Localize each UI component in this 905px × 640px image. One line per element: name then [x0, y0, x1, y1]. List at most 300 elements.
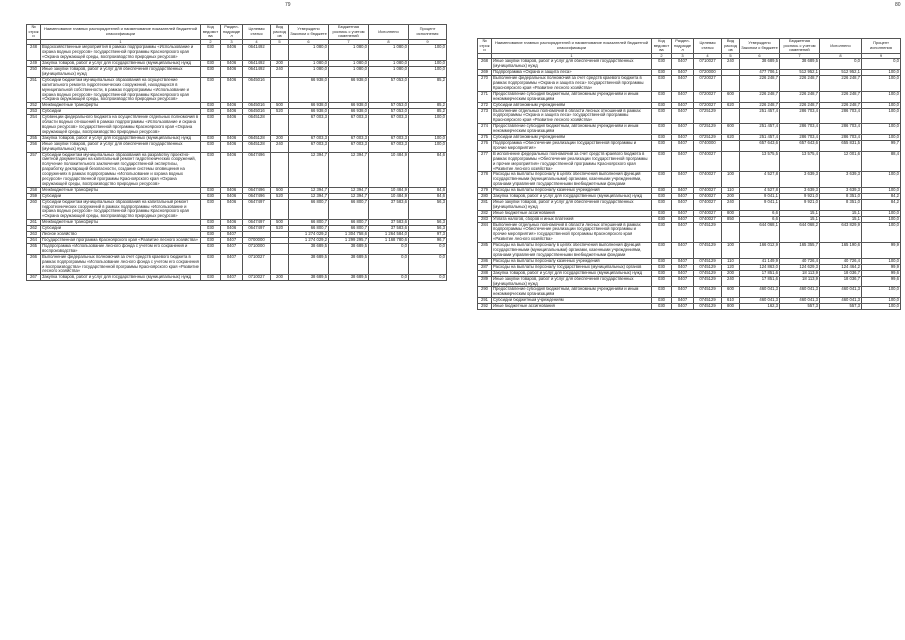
execution-percent: 100,0 — [862, 298, 901, 304]
table-row — [478, 76, 901, 92]
row-number: 273 — [478, 108, 492, 124]
expense-type — [722, 108, 740, 124]
row-name: Выполнение отдельных полномочий в области лесных отношений в рамках подпрограммы «Обеспечение реализации государственной программы и прочие мероприятия» государственной программы Красноярского края «Развитие лесного хозяйства» — [492, 222, 652, 243]
budget-list-amount: 12 394,7 — [329, 187, 369, 193]
header-cell: Код ведомства — [201, 25, 221, 40]
row-number: 267 — [27, 275, 41, 281]
section-code: 0407 — [672, 276, 694, 287]
expense-type: 240 — [722, 59, 740, 70]
row-number: 288 — [478, 270, 492, 276]
row-name: Предоставление субсидий бюджетным, автономным учреждениям и иным некоммерческим организациям — [492, 287, 652, 298]
target-article: 0740000 — [694, 140, 722, 151]
dept-code: 030 — [652, 188, 672, 194]
approved-amount: 644 068,1 — [740, 222, 780, 243]
executed-amount: 226 248,7 — [820, 91, 862, 102]
dept-code: 030 — [652, 70, 672, 76]
expense-type: 200 — [271, 61, 289, 67]
index-cell: 3 — [672, 53, 694, 59]
budget-list-amount: 40 726,4 — [780, 258, 820, 264]
budget-list-amount: 1 080,0 — [329, 67, 369, 78]
row-number: 256 — [27, 141, 41, 152]
header-cell: Раздел-подраздел — [672, 39, 694, 54]
expense-type — [722, 222, 740, 243]
table-row — [478, 199, 901, 210]
execution-percent: 0,0 — [409, 275, 447, 281]
execution-percent: 99,9 — [862, 243, 901, 259]
section-code: 0407 — [672, 108, 694, 124]
execution-percent: 0,0 — [409, 254, 447, 275]
table-row — [478, 287, 901, 298]
row-name: Субсидии бюджетам муниципальных образований на капитальный ремонт гидротехнических сооружений в рамках подпрограммы «Использование и охрана водных ресурсов» государственной программы Красноярского края «Охрана окружающей среды, воспроизводство природных ресурсов» — [41, 199, 201, 220]
approved-amount: 124 863,0 — [740, 264, 780, 270]
section-code: 0407 — [672, 216, 694, 222]
executed-amount: 0,0 — [369, 275, 409, 281]
expense-type — [271, 77, 289, 103]
execution-percent: 84,2 — [862, 194, 901, 200]
budget-list-amount: 557,3 — [780, 304, 820, 310]
section-code: 0407 — [672, 194, 694, 200]
section-code: 0407 — [672, 172, 694, 188]
row-name: Расходы на выплаты персоналу в целях обеспечения выполнения функций государственными (муниципальными) органами, казенными учреждениями, органами управления государственными внебюджетными фондами — [492, 243, 652, 259]
expense-type: 800 — [722, 304, 740, 310]
approved-amount: 66 938,0 — [289, 77, 329, 103]
execution-percent: 100,0 — [409, 115, 447, 136]
row-name: Субсидии автономным учреждениям — [492, 102, 652, 108]
target-article: 0745129 — [694, 243, 722, 259]
approved-amount: 460 041,3 — [740, 287, 780, 298]
budget-list-amount: 66 938,0 — [329, 77, 369, 103]
index-cell: 9 — [409, 39, 447, 45]
target-article: 0740027 — [694, 172, 722, 188]
section-code: 0407 — [672, 304, 694, 310]
target-article: 0645128 — [243, 115, 271, 136]
index-cell: 4 — [243, 39, 271, 45]
header-cell: Бюджетная роспись с учетом изменений — [780, 39, 820, 54]
execution-percent: 100,0 — [862, 222, 901, 243]
expense-type: 610 — [722, 298, 740, 304]
row-name: Межбюджетные трансферты — [41, 187, 201, 193]
index-cell: 9 — [862, 53, 901, 59]
approved-amount: 166 012,9 — [740, 243, 780, 259]
target-article: 0647496 — [243, 193, 271, 199]
dept-code: 030 — [201, 238, 221, 244]
row-number: 270 — [478, 76, 492, 92]
approved-amount: 67 003,3 — [289, 115, 329, 136]
approved-amount: 9 041,1 — [740, 199, 780, 210]
dept-code: 030 — [201, 67, 221, 78]
execution-percent: 100,0 — [862, 135, 901, 141]
budget-list-amount: 66 938,0 — [329, 109, 369, 115]
target-article: 0710027 — [243, 254, 271, 275]
row-number: 266 — [27, 254, 41, 275]
executed-amount: 8 351,0 — [820, 194, 862, 200]
table-row — [27, 243, 447, 254]
table-row — [27, 199, 447, 220]
budget-list-amount: 1 304 758,6 — [329, 232, 369, 238]
execution-percent: 100,0 — [862, 70, 901, 76]
row-name: Субсидии — [41, 193, 201, 199]
execution-percent: 56,3 — [409, 199, 447, 220]
expense-type — [271, 152, 289, 187]
executed-amount: 0,0 — [369, 254, 409, 275]
budget-list-amount: 644 068,2 — [780, 222, 820, 243]
execution-percent: 100,0 — [862, 216, 901, 222]
expense-type: 500 — [271, 187, 289, 193]
approved-amount: 251 457,4 — [740, 135, 780, 141]
execution-percent: 100,0 — [862, 210, 901, 216]
expense-type: 500 — [271, 220, 289, 226]
header-cell: Код ведомства — [652, 39, 672, 54]
execution-percent: 100,0 — [862, 102, 901, 108]
target-article: 0645128 — [243, 141, 271, 152]
index-cell: 7 — [329, 39, 369, 45]
row-number: 290 — [478, 287, 492, 298]
table-row — [478, 124, 901, 135]
page-number: 80 — [895, 2, 901, 8]
approved-amount: 38 689,5 — [740, 59, 780, 70]
target-article: 0745129 — [694, 304, 722, 310]
row-number: 268 — [478, 59, 492, 70]
executed-amount: 37 583,6 — [369, 220, 409, 226]
target-article: 0645016 — [243, 77, 271, 103]
dept-code: 030 — [652, 140, 672, 151]
target-article: 0710027 — [694, 59, 722, 70]
executed-amount: 8 351,0 — [820, 199, 862, 210]
table-header-row — [478, 39, 901, 54]
target-article: 0720027 — [694, 102, 722, 108]
row-name: Субсидии автономным учреждениям — [492, 135, 652, 141]
section-code: 0407 — [672, 298, 694, 304]
section-code: 0407 — [672, 70, 694, 76]
approved-amount: 226 248,7 — [740, 76, 780, 92]
table-row — [27, 141, 447, 152]
executed-amount: 3 639,3 — [820, 188, 862, 194]
row-name: Закупка товаров, работ и услуг для государственных (муниципальных) нужд — [492, 194, 652, 200]
index-cell: 8 — [369, 39, 409, 45]
index-cell: 3 — [221, 39, 243, 45]
executed-amount: 57 053,0 — [369, 77, 409, 103]
execution-percent: 85,2 — [409, 103, 447, 109]
dept-code: 030 — [201, 199, 221, 220]
execution-percent: 100,0 — [862, 172, 901, 188]
execution-percent: 100,0 — [409, 45, 447, 61]
executed-amount: 57 053,0 — [369, 103, 409, 109]
expense-type — [271, 199, 289, 220]
budget-list-amount: 124 629,3 — [780, 264, 820, 270]
table-row — [478, 59, 901, 70]
target-article: 0725129 — [694, 108, 722, 124]
dept-code: 030 — [652, 199, 672, 210]
target-article: 0641492 — [243, 67, 271, 78]
executed-amount: 643 829,9 — [820, 222, 862, 243]
header-cell: Бюджетная роспись с учетом изменений — [329, 25, 369, 40]
section-code: 0407 — [672, 258, 694, 264]
row-number: 249 — [27, 61, 41, 67]
row-number: 282 — [478, 210, 492, 216]
expense-type: 520 — [271, 193, 289, 199]
target-article: 0745129 — [694, 287, 722, 298]
target-article: 0740027 — [694, 194, 722, 200]
expense-type: 620 — [722, 102, 740, 108]
row-number: 259 — [27, 193, 41, 199]
expense-type: 120 — [722, 264, 740, 270]
dept-code: 030 — [201, 115, 221, 136]
dept-code: 030 — [652, 108, 672, 124]
table-row — [27, 152, 447, 187]
target-article: 0647496 — [243, 187, 271, 193]
executed-amount: 10 484,9 — [369, 152, 409, 187]
expense-type: 600 — [722, 91, 740, 102]
section-code: 0407 — [672, 76, 694, 92]
target-article: 0720027 — [694, 91, 722, 102]
row-number: 291 — [478, 298, 492, 304]
row-name: Уплата налогов, сборов и иных платежей — [492, 216, 652, 222]
budget-list-amount: 66 800,7 — [329, 226, 369, 232]
expense-type: 200 — [271, 275, 289, 281]
section-code: 0407 — [672, 222, 694, 243]
executed-amount: 67 003,3 — [369, 135, 409, 141]
row-number: 251 — [27, 77, 41, 103]
target-article: 0700000 — [243, 238, 271, 244]
approved-amount: 13 575,5 — [740, 151, 780, 172]
header-cell: № строки — [28, 24, 39, 39]
header-cell: Утверждено Законом о бюджете — [740, 39, 780, 54]
expense-type — [722, 140, 740, 151]
row-number: 263 — [27, 232, 41, 238]
target-article: 0745129 — [694, 276, 722, 287]
table-body — [478, 59, 901, 310]
row-name: Субсидии бюджетам муниципальных образований на разработку проектно-сметной документации на капитальный ремонт гидротехнических сооружений, получение положительного заключения государственной экспертизы, разработку деклараций безопасности, создание системы оповещения на сооружениях в рамках подпрограммы «Использование и охрана водных ресурсов» государственной программы Красноярского края «Охрана окружающей среды, воспроизводство природных ресурсов» — [41, 152, 201, 187]
row-name: Расходы на выплаты персоналу государственных (муниципальных) органов — [492, 264, 652, 270]
approved-amount: 251 457,4 — [740, 108, 780, 124]
target-article: 0647497 — [243, 199, 271, 220]
row-name: Иные бюджетные ассигнования — [492, 210, 652, 216]
executed-amount: 15,1 — [820, 216, 862, 222]
row-number: 285 — [478, 243, 492, 259]
executed-amount: 15,1 — [820, 210, 862, 216]
row-name: Водохозяйственные мероприятия в рамках подпрограммы «Использование и охрана водных ресурсов» государственной программы Красноярского края «Охрана окружающей среды, воспроизводство природных ресурсов» — [41, 45, 201, 61]
budget-list-amount: 18 113,9 — [780, 270, 820, 276]
index-cell: 2 — [652, 53, 672, 59]
approved-amount: 66 938,0 — [289, 109, 329, 115]
execution-percent: 100,0 — [862, 258, 901, 264]
approved-amount: 1 080,0 — [289, 67, 329, 78]
expense-type — [271, 45, 289, 61]
header-cell: Процент исполнения — [409, 25, 447, 40]
header-cell: Наименование главных распорядителей и наименование показателей бюджетной классификации — [41, 25, 201, 40]
executed-amount: 460 041,3 — [820, 287, 862, 298]
table-row — [27, 77, 447, 103]
table-row — [478, 243, 901, 259]
expense-type — [722, 151, 740, 172]
budget-list-amount: 286 703,4 — [780, 135, 820, 141]
dept-code: 030 — [201, 254, 221, 275]
execution-percent: 100,0 — [862, 108, 901, 124]
dept-code: 030 — [652, 264, 672, 270]
expense-type: 520 — [271, 226, 289, 232]
approved-amount: 1 080,0 — [289, 61, 329, 67]
section-code: 0407 — [221, 243, 243, 254]
dept-code: 030 — [652, 124, 672, 135]
budget-list-amount: 12 394,7 — [329, 152, 369, 187]
expense-type: 200 — [722, 270, 740, 276]
row-name: Подпрограмма «Использование лесного фонда с учетом его сохранения и воспроизводства» — [41, 243, 201, 254]
dept-code: 030 — [201, 109, 221, 115]
table-header-row — [27, 25, 447, 40]
row-name: Субсидии бюджетам муниципальных образований на осуществление капитального ремонта гидротехнических сооружений, находящихся в муниципальной собственности, в рамках подпрограммы «Использование и охрана водных ресурсов» государственной программы Красноярского края «Охрана окружающей среды, воспроизводство природных ресурсов» — [41, 77, 201, 103]
dept-code: 030 — [201, 243, 221, 254]
target-article: 0745129 — [694, 258, 722, 264]
row-number: 287 — [478, 264, 492, 270]
section-code: 0406 — [221, 61, 243, 67]
index-cell: 4 — [694, 53, 722, 59]
row-number: 257 — [27, 152, 41, 187]
dept-code: 030 — [652, 76, 672, 92]
execution-percent: 85,2 — [409, 77, 447, 103]
target-article: 0740027 — [694, 199, 722, 210]
approved-amount: 41 149,9 — [740, 258, 780, 264]
section-code: 0407 — [672, 135, 694, 141]
target-article: 0745129 — [694, 222, 722, 243]
executed-amount: 460 041,3 — [820, 298, 862, 304]
target-article: 0645016 — [243, 109, 271, 115]
budget-table — [26, 24, 447, 281]
execution-percent: 85,2 — [409, 109, 447, 115]
row-name: Подпрограмма «Обеспечение реализации государственной программы и прочие мероприятия» — [492, 140, 652, 151]
budget-list-amount: 66 800,7 — [329, 199, 369, 220]
budget-list-amount: 66 938,0 — [329, 103, 369, 109]
dept-code: 030 — [652, 298, 672, 304]
execution-percent: 97,3 — [409, 232, 447, 238]
approved-amount: 1 274 029,2 — [289, 232, 329, 238]
row-number: 265 — [27, 243, 41, 254]
page-right — [455, 0, 905, 640]
executed-amount: 557,3 — [820, 304, 862, 310]
execution-percent: 100,0 — [862, 188, 901, 194]
budget-list-amount: 460 041,3 — [780, 298, 820, 304]
dept-code: 030 — [201, 45, 221, 61]
target-article: 0647497 — [243, 220, 271, 226]
target-article: 0740027 — [694, 151, 722, 172]
header-cell: № строки — [479, 38, 490, 53]
dept-code: 030 — [652, 102, 672, 108]
dept-code: 030 — [201, 152, 221, 187]
dept-code: 030 — [652, 216, 672, 222]
row-name: Субсидии — [41, 109, 201, 115]
index-cell: 2 — [201, 39, 221, 45]
row-number: 264 — [27, 238, 41, 244]
execution-percent: 0,0 — [862, 59, 901, 70]
expense-type: 240 — [271, 141, 289, 152]
approved-amount: 12 394,7 — [289, 152, 329, 187]
executed-amount: 226 248,7 — [820, 76, 862, 92]
target-article: 0641492 — [243, 45, 271, 61]
executed-amount: 165 190,6 — [820, 243, 862, 259]
table-row — [27, 275, 447, 281]
expense-type — [271, 254, 289, 275]
row-number: 262 — [27, 226, 41, 232]
budget-list-amount: 66 800,7 — [329, 220, 369, 226]
row-name: Расходы на выплаты персоналу казенных учреждений — [492, 258, 652, 264]
approved-amount: 17 851,6 — [740, 270, 780, 276]
row-name: Иные закупки товаров, работ и услуг для обеспечения государственных (муниципальных) нужд — [492, 59, 652, 70]
execution-percent: 100,0 — [409, 135, 447, 141]
row-name: Выполнение отдельных полномочий в области лесных отношений в рамках подпрограммы «Охрана и защита леса» государственной программы Красноярского края «Развитие лесного хозяйства» — [492, 108, 652, 124]
section-code: 0406 — [221, 115, 243, 136]
section-code: 0407 — [672, 264, 694, 270]
approved-amount: 226 248,7 — [740, 102, 780, 108]
execution-percent: 84,2 — [862, 199, 901, 210]
executed-amount: 512 952,1 — [820, 70, 862, 76]
dept-code: 030 — [201, 135, 221, 141]
table-row — [478, 276, 901, 287]
row-name: Предоставление субсидий бюджетным, автономным учреждениям и иным некоммерческим организациям — [492, 91, 652, 102]
row-name: Закупка товаров, работ и услуг для государственных (муниципальных) нужд — [41, 275, 201, 281]
section-code: 0407 — [672, 210, 694, 216]
budget-list-amount: 67 003,3 — [329, 141, 369, 152]
row-number: 258 — [27, 187, 41, 193]
expense-type: 850 — [722, 216, 740, 222]
index-cell: 1 — [41, 39, 201, 45]
execution-percent: 84,6 — [409, 152, 447, 187]
row-number: 261 — [27, 220, 41, 226]
budget-list-amount: 13 575,4 — [780, 151, 820, 172]
expense-type: 620 — [722, 135, 740, 141]
dept-code: 030 — [201, 275, 221, 281]
row-number: 284 — [478, 222, 492, 243]
budget-list-amount: 512 952,1 — [780, 70, 820, 76]
approved-amount: 38 689,5 — [289, 243, 329, 254]
budget-list-amount: 1 080,0 — [329, 45, 369, 61]
executed-amount: 286 703,4 — [820, 124, 862, 135]
index-cell: 8 — [820, 53, 862, 59]
execution-percent: 100,0 — [862, 124, 901, 135]
header-cell: Целевая статья — [243, 25, 271, 40]
budget-list-amount: 67 003,3 — [329, 115, 369, 136]
table-row — [27, 45, 447, 61]
budget-list-amount: 460 041,3 — [780, 287, 820, 298]
row-number: 275 — [478, 135, 492, 141]
row-number: 250 — [27, 67, 41, 78]
header-cell: Раздел-подраздел — [221, 25, 243, 40]
executed-amount: 57 053,0 — [369, 109, 409, 115]
dept-code: 030 — [652, 243, 672, 259]
row-number: 272 — [478, 102, 492, 108]
row-number: 269 — [478, 70, 492, 76]
budget-list-amount: 165 355,7 — [780, 243, 820, 259]
execution-percent: 96,7 — [409, 238, 447, 244]
table-row — [27, 254, 447, 275]
executed-amount: 3 639,3 — [820, 172, 862, 188]
approved-amount: 12 394,7 — [289, 193, 329, 199]
row-name: В исполнение федеральных полномочий за счет средств краевого бюджета в рамках подпрограммы «Обеспечение реализации государственной программы и прочие мероприятия» государственной программы Красноярского края «Развитие лесного хозяйства» — [492, 151, 652, 172]
approved-amount: 162,3 — [740, 304, 780, 310]
budget-list-amount: 12 394,7 — [329, 193, 369, 199]
execution-percent: 100,0 — [862, 91, 901, 102]
expense-type — [271, 243, 289, 254]
section-code: 0407 — [672, 102, 694, 108]
row-name: Расходы на выплаты персоналу казенных учреждений — [492, 188, 652, 194]
execution-percent: 99,6 — [862, 270, 901, 276]
target-article: 0725129 — [694, 135, 722, 141]
row-name: Субвенции федерального бюджета на осуществление отдельных полномочий в области водных отношений в рамках подпрограммы «Использование и охрана водных ресурсов» государственной программы Красноярского края «Охрана окружающей среды, воспроизводство природных ресурсов» — [41, 115, 201, 136]
budget-list-amount: 9 921,0 — [780, 194, 820, 200]
executed-amount: 1 080,0 — [369, 61, 409, 67]
dept-code: 030 — [652, 151, 672, 172]
index-cell: 5 — [271, 39, 289, 45]
approved-amount: 1 080,0 — [289, 45, 329, 61]
expense-type: 800 — [722, 210, 740, 216]
